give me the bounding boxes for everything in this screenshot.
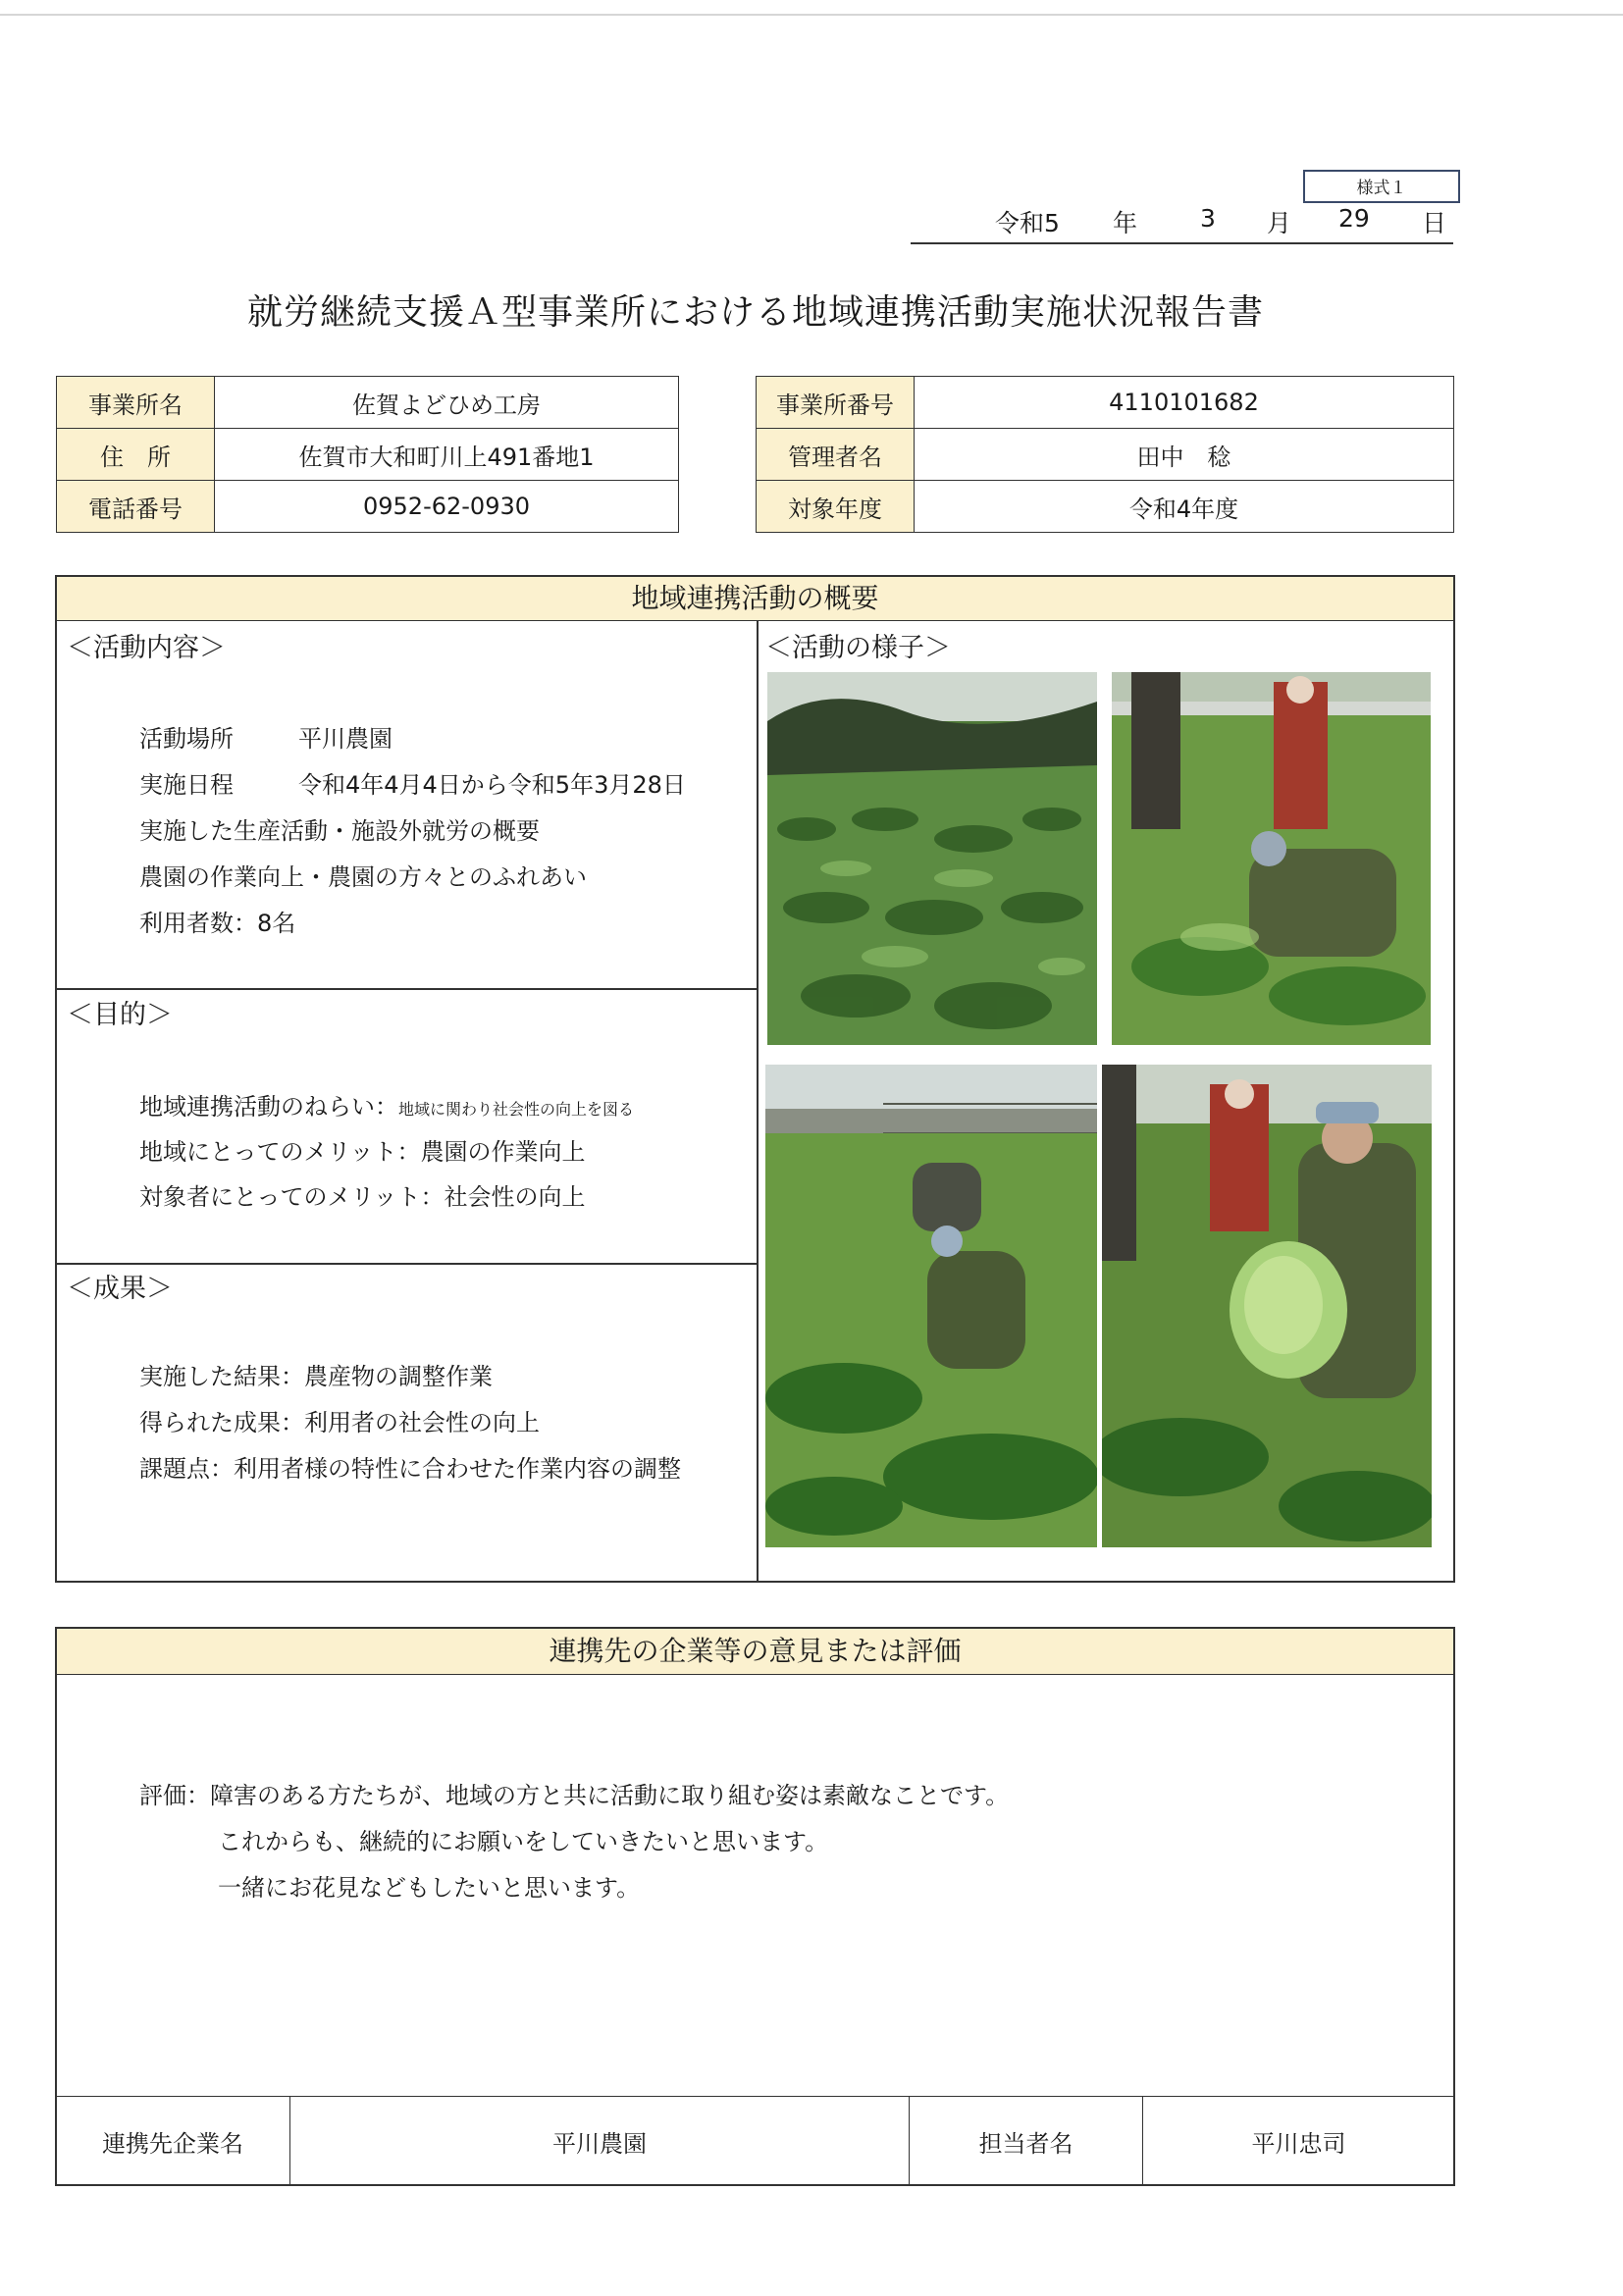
date-era-year: 令和5 [995, 209, 1060, 237]
activity-place-value: 平川農園 [298, 725, 393, 753]
partner-person-value: 平川忠司 [1143, 2097, 1455, 2186]
merit-user-line: 対象者にとってのメリット：社会性の向上 [139, 1183, 586, 1211]
page-title: 就労継続支援Ａ型事業所における地域連携活動実施状況報告書 [246, 292, 1264, 333]
result-line-3: 課題点：利用者様の特性に合わせた作業内容の調整 [139, 1455, 681, 1483]
date-day: 29 [1338, 204, 1370, 233]
photo-workers-harvesting [1112, 672, 1431, 1045]
result-section-title: ＜成果＞ [67, 1274, 173, 1304]
activity-photo-2 [1112, 672, 1431, 1045]
activity-section-title: ＜活動内容＞ [67, 633, 226, 663]
purpose-aim-label: 地域連携活動のねらい： [139, 1093, 398, 1121]
office-phone-label: 電話番号 [57, 481, 215, 533]
purpose-section-title: ＜目的＞ [67, 1000, 173, 1030]
photo-worker-holding-cabbage [1102, 1065, 1432, 1547]
partner-company-label: 連携先企業名 [56, 2097, 290, 2186]
evaluation-line-1: 評価：障害のある方たちが、地域の方と共に活動に取り組む姿は素敵なことです。 [139, 1782, 1010, 1809]
evaluation-line-3: 一緒にお花見などもしたいと思います。 [218, 1874, 641, 1902]
evaluation-heading: 連携先の企業等の意見または評価 [57, 1629, 1453, 1675]
partner-company-value: 平川農園 [290, 2097, 910, 2186]
activity-schedule-label: 実施日程 [139, 771, 234, 799]
manager-value: 田中 稔 [915, 429, 1454, 481]
form-number-box: 様式１ [1303, 170, 1460, 203]
activity-detail-line: 農園の作業向上・農園の方々とのふれあい [139, 863, 587, 891]
partner-info-row [56, 2097, 1455, 2186]
overview-panel [55, 575, 1455, 1583]
overview-heading: 地域連携活動の概要 [57, 577, 1453, 621]
office-phone-value: 0952-62-0930 [215, 481, 679, 533]
result-line-2: 得られた成果：利用者の社会性の向上 [139, 1409, 540, 1436]
overview-divider-1 [57, 988, 758, 990]
activity-schedule-value: 令和4年4月4日から令和5年3月28日 [298, 771, 686, 799]
activity-photo-1 [767, 672, 1097, 1045]
result-line-1: 実施した結果：農産物の調整作業 [139, 1363, 493, 1390]
office-info-table-right [756, 376, 1454, 533]
target-year-label: 対象年度 [757, 481, 915, 533]
date-underline [911, 242, 1453, 244]
activity-photo-3 [765, 1065, 1097, 1547]
date-year-label: 年 [1113, 209, 1138, 237]
office-address-value: 佐賀市大和町川上491番地1 [215, 429, 679, 481]
date-day-label: 日 [1422, 209, 1447, 237]
office-phone-row [57, 481, 679, 533]
office-address-row [57, 429, 679, 481]
scan-edge-line [0, 14, 1623, 16]
overview-column-divider [757, 620, 759, 1583]
office-address-label: 住 所 [57, 429, 215, 481]
overview-divider-2 [57, 1263, 758, 1265]
office-number-value: 4110101682 [915, 377, 1454, 429]
date-month-label: 月 [1267, 209, 1292, 237]
partner-person-label: 担当者名 [910, 2097, 1143, 2186]
photo-worker-crouching [765, 1065, 1097, 1547]
activity-place-label: 活動場所 [139, 725, 234, 753]
office-name-label: 事業所名 [57, 377, 215, 429]
purpose-aim-line [139, 1087, 634, 1122]
office-number-label: 事業所番号 [757, 377, 915, 429]
activity-photo-4 [1102, 1065, 1432, 1547]
activity-user-count: 利用者数：8名 [139, 910, 296, 937]
photo-field-landscape [767, 672, 1097, 1045]
date-month: 3 [1200, 204, 1216, 233]
activity-overview-line: 実施した生産活動・施設外就労の概要 [139, 817, 540, 845]
office-number-row [757, 377, 1454, 429]
manager-label: 管理者名 [757, 429, 915, 481]
photos-section-title: ＜活動の様子＞ [765, 633, 951, 663]
office-name-value: 佐賀よどひめ工房 [215, 377, 679, 429]
office-info-table-left [56, 376, 679, 533]
purpose-aim-value: 地域に関わり社会性の向上を図る [398, 1100, 635, 1119]
manager-row [757, 429, 1454, 481]
evaluation-line-2: これからも、継続的にお願いをしていきたいと思います。 [218, 1828, 829, 1855]
office-name-row [57, 377, 679, 429]
merit-region-line: 地域にとってのメリット：農園の作業向上 [139, 1138, 586, 1166]
target-year-value: 令和4年度 [915, 481, 1454, 533]
target-year-row [757, 481, 1454, 533]
partner-info-table [55, 2096, 1455, 2186]
